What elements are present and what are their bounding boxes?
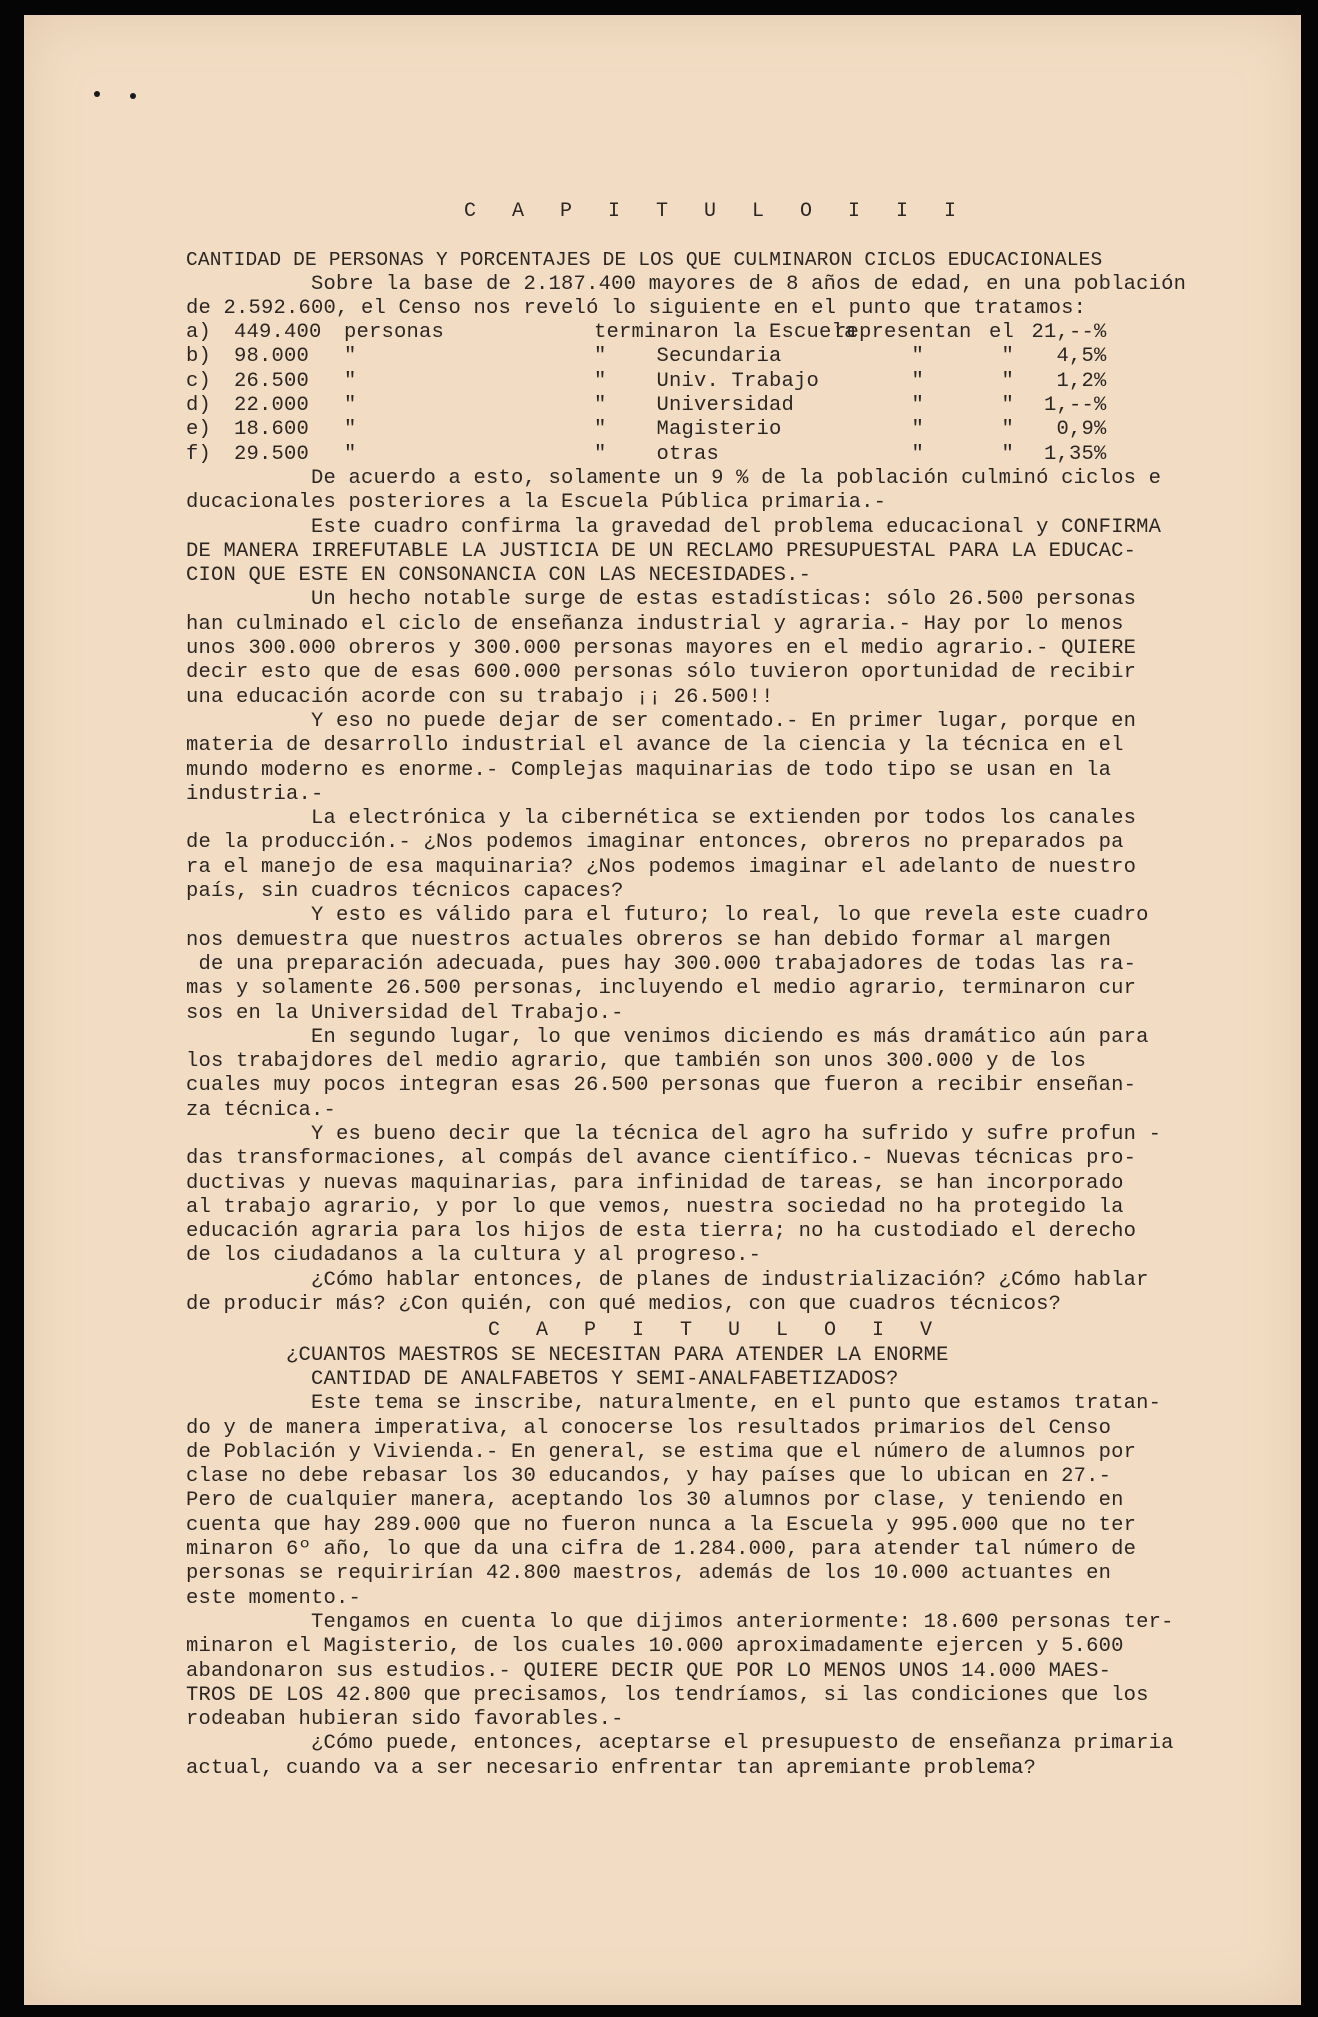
table-cell-col4: " xyxy=(1001,442,1014,466)
text-line: Este tema se inscribe, naturalmente, en el punto que estamos tratan- xyxy=(186,1392,1162,1416)
table-cell-col4: " xyxy=(1001,369,1014,393)
text-line: ¿Cómo puede, entonces, aceptarse el presupuesto de enseñanza primaria xyxy=(186,1732,1174,1756)
table-cell-col2: " Univ. Trabajo xyxy=(594,369,820,393)
text-line: za técnica.- xyxy=(186,1098,337,1122)
text-line: das transformaciones, al compás del avance científico.- Nuevas técnicas pro- xyxy=(186,1147,1137,1171)
table-cell-col2: " Universidad xyxy=(594,394,795,418)
table-cell-pct: 1,35 xyxy=(1043,442,1094,466)
table-row xyxy=(186,345,1246,369)
text-line: clase no debe rebasar los 30 educandos, y hay países que lo ubican en 27.- xyxy=(186,1465,1112,1489)
chapter-3-body xyxy=(186,467,1246,1317)
text-line: mundo moderno es enorme.- Complejas maquinarias de todo tipo se usan en la xyxy=(186,758,1112,782)
chapter-4-heading-line-2: CANTIDAD DE ANALFABETOS Y SEMI-ANALFABETIZADOS? xyxy=(286,1367,899,1391)
text-line: Y esto es válido para el futuro; lo real, lo que revela este cuadro xyxy=(186,904,1149,928)
chapter-3-intro xyxy=(186,273,1246,322)
table-cell-sign: % xyxy=(1094,345,1107,369)
table-cell-col4: " xyxy=(1001,345,1014,369)
table-row xyxy=(186,418,1246,442)
text-line: ductivas y nuevas maquinarias, para infinidad de tareas, se han incorporado xyxy=(186,1171,1124,1195)
text-line: Y es bueno decir que la técnica del agro ha sufrido y sufre profun - xyxy=(186,1122,1162,1146)
table-cell-letter: a) xyxy=(186,321,212,345)
chapter-4-heading-line-1: ¿CUANTOS MAESTROS SE NECESITAN PARA ATENDER LA ENORME xyxy=(286,1343,949,1367)
table-cell-col3: representan xyxy=(834,321,972,345)
punch-dot-right xyxy=(130,93,136,99)
text-line: materia de desarrollo industrial el avance de la ciencia y la técnica en el xyxy=(186,734,1124,758)
table-cell-sign: % xyxy=(1094,418,1107,442)
text-line: rodeaban hubieran sido favorables.- xyxy=(186,1708,624,1732)
table-cell-letter: d) xyxy=(186,394,212,418)
table-cell-col2: " Magisterio xyxy=(594,418,782,442)
chapter-4-title: C A P I T U L O I V xyxy=(487,1319,945,1343)
table-cell-col3: " xyxy=(911,442,924,466)
chapter-3-title: C A P I T U L O I I I xyxy=(463,200,969,223)
table-cell-letter: c) xyxy=(186,369,212,393)
table-cell-count: 18.600 xyxy=(234,418,310,442)
chapter-3-heading: CANTIDAD DE PERSONAS Y PORCENTAJES DE LOS QUE CULMINARON CICLOS EDUCACIONALES xyxy=(186,249,1103,272)
text-line: abandonaron sus estudios.- QUIERE DECIR QUE POR LO MENOS UNOS 14.000 MAES- xyxy=(186,1659,1112,1683)
text-line: En segundo lugar, lo que venimos diciendo es más dramático aún para xyxy=(186,1025,1149,1049)
text-line: Este cuadro confirma la gravedad del problema educacional y CONFIRMA xyxy=(186,515,1162,539)
table-cell-letter: b) xyxy=(186,345,212,369)
table-cell-col4: " xyxy=(1001,394,1014,418)
table-cell-col1: " xyxy=(344,442,357,466)
text-line: una educación acorde con su trabajo ¡¡ 26.500!! xyxy=(186,685,774,709)
table-cell-col3: " xyxy=(911,369,924,393)
text-line: industria.- xyxy=(186,782,324,806)
table-cell-sign: % xyxy=(1094,321,1107,345)
text-line: do y de manera imperativa, al conocerse los resultados primarios del Censo xyxy=(186,1416,1112,1440)
table-cell-letter: e) xyxy=(186,418,212,442)
table-cell-letter: f) xyxy=(186,442,212,466)
text-line: ra el manejo de esa maquinaria? ¿Nos podemos imaginar el adelanto de nuestro xyxy=(186,855,1137,879)
table-cell-col1: personas xyxy=(344,321,445,345)
table-row xyxy=(186,443,1246,467)
table-cell-pct: 1,2 xyxy=(1056,369,1094,393)
text-line: minaron 6º año, lo que da una cifra de 1.284.000, para atender tal número de xyxy=(186,1538,1137,1562)
education-stats-table xyxy=(186,321,1246,467)
table-cell-col3: " xyxy=(911,418,924,442)
text-line: DE MANERA IRREFUTABLE LA JUSTICIA DE UN RECLAMO PRESUPUESTAL PARA LA EDUCAC- xyxy=(186,539,1137,563)
text-line: mas y solamente 26.500 personas, incluyendo el medio agrario, terminaron cur xyxy=(186,977,1137,1001)
text-line: cuenta que hay 289.000 que no fueron nunca a la Escuela y 995.000 que no ter xyxy=(186,1513,1137,1537)
table-cell-count: 26.500 xyxy=(234,369,310,393)
table-cell-col1: " xyxy=(344,345,357,369)
text-line: ¿Cómo hablar entonces, de planes de industrialización? ¿Cómo hablar xyxy=(186,1268,1149,1292)
table-cell-col1: " xyxy=(344,369,357,393)
text-line: La electrónica y la cibernética se extienden por todos los canales xyxy=(186,807,1137,831)
punch-dot-left xyxy=(94,91,100,97)
text-line: Tengamos en cuenta lo que dijimos anteriormente: 18.600 personas ter- xyxy=(186,1610,1174,1634)
text-line: de producir más? ¿Con quién, con qué medios, con que cuadros técnicos? xyxy=(186,1293,1062,1317)
table-cell-sign: % xyxy=(1094,442,1107,466)
text-line: De acuerdo a esto, solamente un 9 % de la población culminó ciclos e xyxy=(186,466,1162,490)
text-line: al trabajo agrario, y por lo que vemos, nuestra sociedad no ha protegido la xyxy=(186,1195,1124,1219)
text-line: personas se requirirían 42.800 maestros, además de los 10.000 actuantes en xyxy=(186,1562,1112,1586)
text-line: minaron el Magisterio, de los cuales 10.000 aproximadamente ejercen y 5.600 xyxy=(186,1635,1124,1659)
text-line: han culminado el ciclo de enseñanza industrial y agraria.- Hay por lo menos xyxy=(186,612,1124,636)
document-content xyxy=(186,200,1246,1781)
table-cell-count: 449.400 xyxy=(234,321,322,345)
text-line: actual, cuando va a ser necesario enfrentar tan apremiante problema? xyxy=(186,1756,1037,1780)
text-line: ducacionales posteriores a la Escuela Pública primaria.- xyxy=(186,491,887,515)
table-cell-count: 98.000 xyxy=(234,345,310,369)
table-cell-count: 22.000 xyxy=(234,394,310,418)
text-line: nos demuestra que nuestros actuales obreros se han debido formar al margen xyxy=(186,928,1112,952)
table-cell-col2: " Secundaria xyxy=(594,345,782,369)
text-line: de 2.592.600, el Censo nos reveló lo siguiente en el punto que tratamos: xyxy=(186,296,1087,320)
text-line: de la producción.- ¿Nos podemos imaginar entonces, obreros no preparados pa xyxy=(186,831,1124,855)
table-cell-pct: 21,-- xyxy=(1031,321,1094,345)
table-row xyxy=(186,321,1246,345)
table-cell-sign: % xyxy=(1094,394,1107,418)
table-cell-col2: terminaron la Escuela xyxy=(594,321,857,345)
text-line: Pero de cualquier manera, aceptando los 30 alumnos por clase, y teniendo en xyxy=(186,1489,1124,1513)
text-line: Y eso no puede dejar de ser comentado.- En primer lugar, porque en xyxy=(186,709,1137,733)
table-cell-pct: 4,5 xyxy=(1056,345,1094,369)
table-cell-count: 29.500 xyxy=(234,442,310,466)
text-line: Sobre la base de 2.187.400 mayores de 8 años de edad, en una población xyxy=(186,272,1187,296)
text-line: TROS DE LOS 42.800 que precisamos, los tendríamos, si las condiciones que los xyxy=(186,1683,1149,1707)
table-cell-pct: 1,-- xyxy=(1043,394,1094,418)
text-line: este momento.- xyxy=(186,1586,362,1610)
text-line: educación agraria para los hijos de esta tierra; no ha custodiado el derecho xyxy=(186,1220,1137,1244)
table-row xyxy=(186,370,1246,394)
table-cell-pct: 0,9 xyxy=(1056,418,1094,442)
text-line: de los ciudadanos a la cultura y al progreso.- xyxy=(186,1244,762,1268)
table-row xyxy=(186,394,1246,418)
table-cell-col3: " xyxy=(911,345,924,369)
table-cell-col4: " xyxy=(1001,418,1014,442)
table-cell-col1: " xyxy=(344,418,357,442)
text-line: los trabajdores del medio agrario, que también son unos 300.000 y de los xyxy=(186,1050,1087,1074)
table-cell-col1: " xyxy=(344,394,357,418)
document-page xyxy=(24,15,1301,2005)
table-cell-sign: % xyxy=(1094,369,1107,393)
table-cell-col2: " otras xyxy=(594,442,720,466)
text-line: de Población y Vivienda.- En general, se estima que el número de alumnos por xyxy=(186,1440,1137,1464)
text-line: Un hecho notable surge de estas estadísticas: sólo 26.500 personas xyxy=(186,588,1137,612)
text-line: cuales muy pocos integran esas 26.500 personas que fueron a recibir enseñan- xyxy=(186,1074,1137,1098)
text-line: decir esto que de esas 600.000 personas sólo tuvieron oportunidad de recibir xyxy=(186,661,1137,685)
text-line: sos en la Universidad del Trabajo.- xyxy=(186,1001,624,1025)
table-cell-col3: " xyxy=(911,394,924,418)
text-line: unos 300.000 obreros y 300.000 personas mayores en el medio agrario.- QUIERE xyxy=(186,637,1137,661)
text-line: país, sin cuadros técnicos capaces? xyxy=(186,880,624,904)
table-cell-col4: el xyxy=(988,321,1014,345)
text-line: CION QUE ESTE EN CONSONANCIA CON LAS NECESIDADES.- xyxy=(186,564,812,588)
text-line: de una preparación adecuada, pues hay 300.000 trabajadores de todas las ra- xyxy=(186,952,1137,976)
chapter-4-body xyxy=(186,1392,1246,1781)
